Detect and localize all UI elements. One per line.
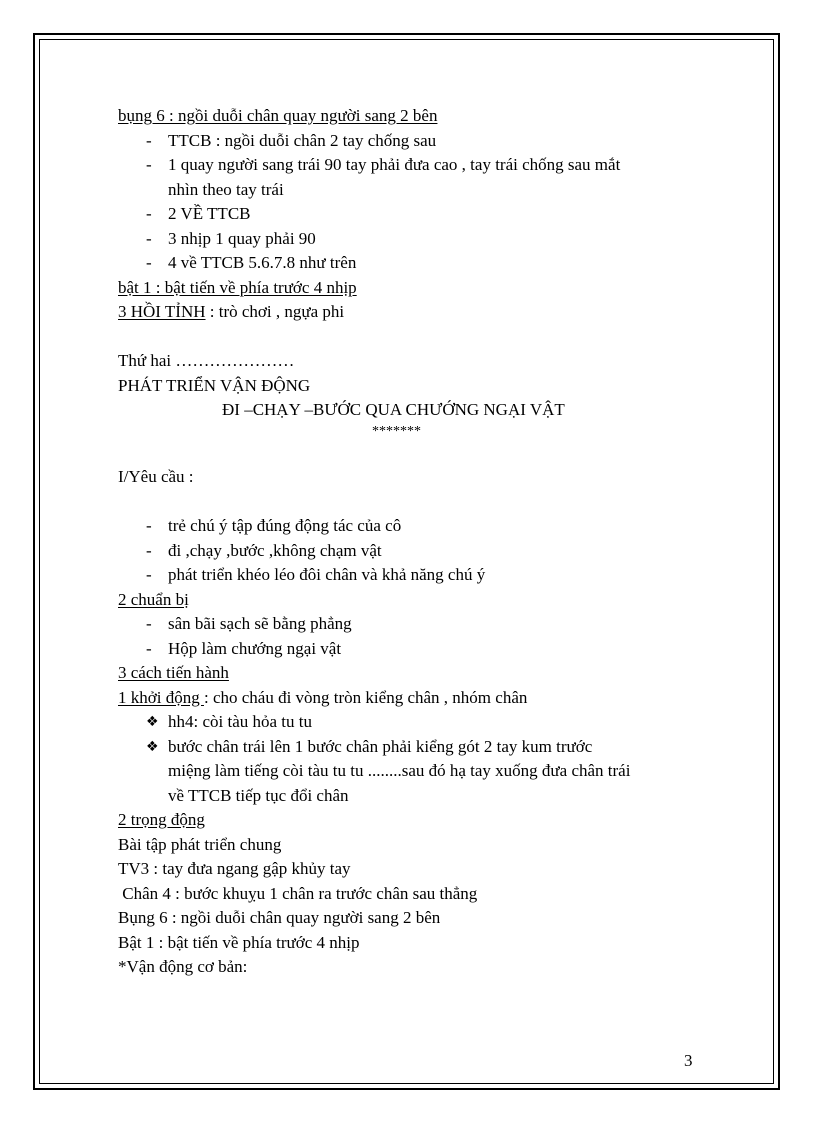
- lesson-title: ĐI –CHẠY –BƯỚC QUA CHƯỚNG NGẠI VẬT: [222, 400, 565, 419]
- main-activity-heading: 2 trọng động: [118, 810, 205, 829]
- exercise-line: Chân 4 : bước khuỵu 1 chân ra trước chân sau thẳng: [118, 883, 478, 903]
- bullet-item-continuation: về TTCB tiếp tục đổi chân: [168, 785, 349, 805]
- warmup-text: : cho cháu đi vòng tròn kiểng chân , nhóm chân: [203, 687, 528, 707]
- list-item: - 1 quay người sang trái 90 tay phải đưa cao , tay trái chống sau mắt: [118, 153, 718, 178]
- list-item: - trẻ chú ý tập đúng động tác của cô: [118, 514, 718, 539]
- warmup-line: [118, 686, 718, 711]
- page-number: 3: [684, 1051, 693, 1070]
- bullet-item-text: hh4: còi tàu hỏa tu tu: [168, 712, 313, 731]
- diamond-bullet-icon: ❖: [146, 714, 159, 730]
- diamond-bullet-icon: ❖: [146, 738, 159, 755]
- list-item: - phát triển khéo léo đôi chân và khả năng chú ý: [118, 563, 718, 588]
- section-hoi-tinh: [118, 300, 718, 325]
- list-item: - sân bãi sạch sẽ bằng phẳng: [118, 612, 718, 637]
- list-item-continuation: nhìn theo tay trái: [168, 179, 284, 199]
- bullet-item: [118, 710, 718, 735]
- preparation-heading: 2 chuẩn bị: [118, 589, 189, 609]
- lesson-subject: PHÁT TRIỂN VẬN ĐỘNG: [118, 375, 311, 395]
- list-item: - đi ,chạy ,bước ,không chạm vật: [118, 539, 718, 564]
- basic-movement-heading: *Vận động cơ bản:: [118, 957, 248, 976]
- bullet-item-continuation: miệng làm tiếng còi tàu tu tu ........sau đó hạ tay xuống đưa chân trái: [168, 761, 631, 780]
- general-exercise: Bài tập phát triển chung: [118, 834, 282, 854]
- requirements-heading: I/Yêu cầu :: [118, 467, 194, 486]
- exercise-line: TV3 : tay đưa ngang gập khủy tay: [118, 859, 351, 878]
- section-heading-bung6: bụng 6 : ngồi duỗi chân quay người sang 2 bên: [118, 106, 438, 125]
- title-separator: *******: [372, 423, 421, 439]
- document-body: [118, 104, 718, 980]
- list-item: - 3 nhịp 1 quay phải 90: [118, 227, 718, 252]
- list-item: - 4 về TTCB 5.6.7.8 như trên: [118, 251, 718, 276]
- procedure-heading: 3 cách tiến hành: [118, 663, 229, 682]
- bullet-item-text: bước chân trái lên 1 bước chân phải kiểng gót 2 tay kum trước: [168, 736, 593, 756]
- section-heading-bat1: bật 1 : bật tiến về phía trước 4 nhịp: [118, 277, 357, 297]
- hoi-tinh-text: : trò chơi , ngựa phi: [205, 302, 345, 321]
- exercise-line: Bụng 6 : ngồi duỗi chân quay người sang 2 bên: [118, 908, 441, 927]
- list-item: - TTCB : ngồi duỗi chân 2 tay chống sau: [118, 129, 718, 154]
- exercise-line: Bật 1 : bật tiến về phía trước 4 nhịp: [118, 932, 360, 952]
- list-item: - 2 VỀ TTCB: [118, 202, 718, 227]
- bullet-item: [118, 735, 718, 760]
- date-line: Thứ hai …………………: [118, 351, 295, 370]
- section-heading-hoi-tinh: 3 HỒI TỈNH: [118, 302, 206, 321]
- warmup-heading: 1 khởi động: [118, 687, 204, 707]
- list-item: - Hộp làm chướng ngại vật: [118, 637, 718, 662]
